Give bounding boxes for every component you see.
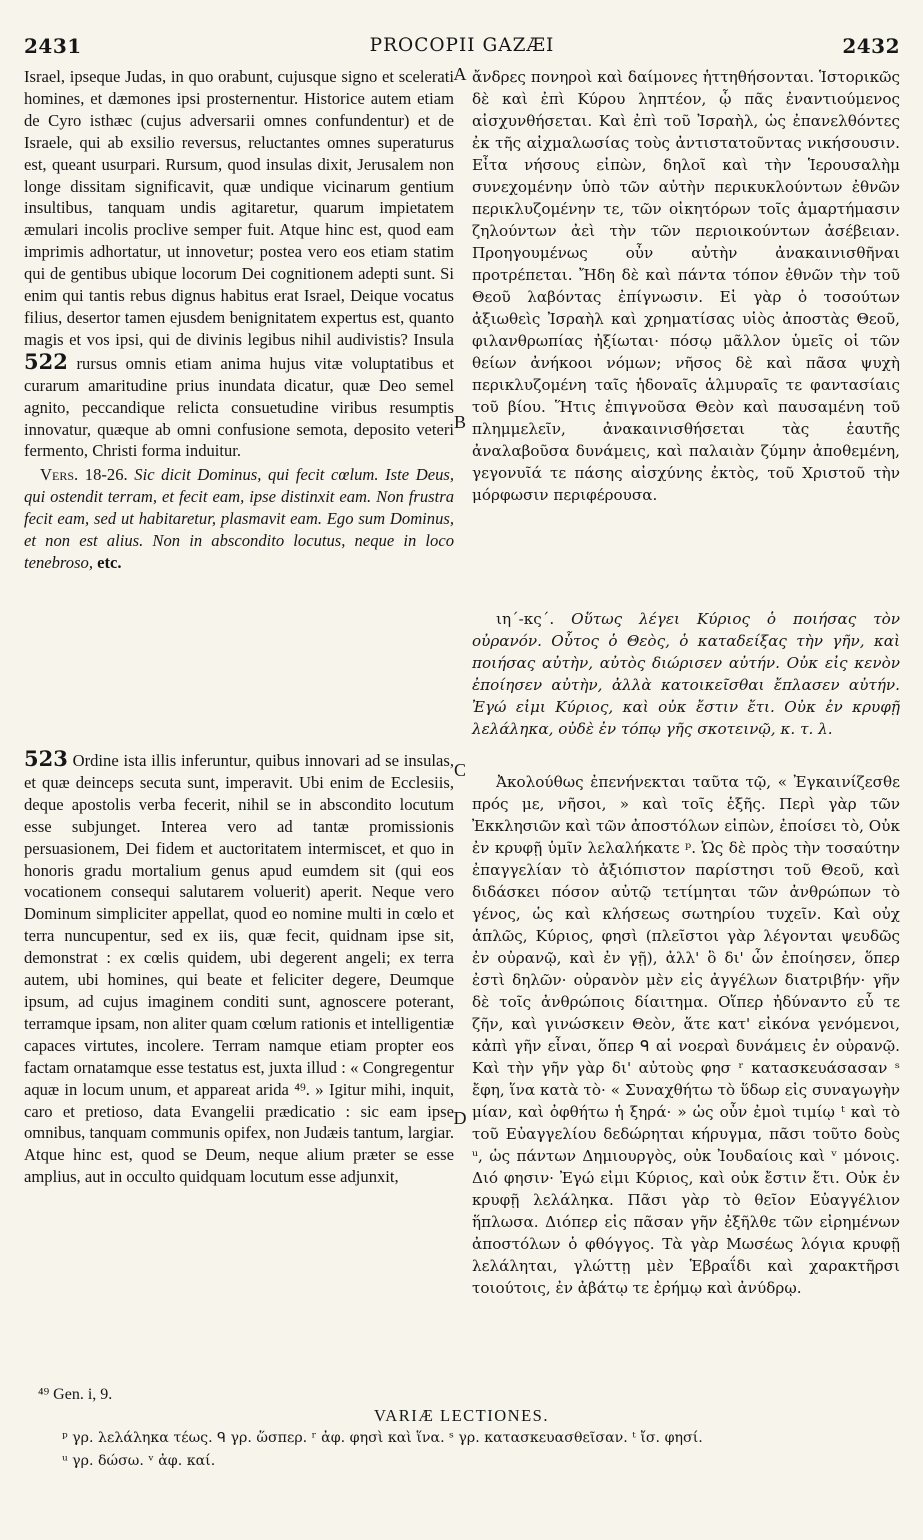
margin-marker-b: B [453, 412, 466, 432]
margin-marker-c: C [453, 760, 466, 780]
variae-lectiones-title: VARIÆ LECTIONES. [374, 1406, 549, 1425]
greek-verse-text: Οὕτως λέγει Κύριος ὁ ποιήσας τὸν οὐρανόν. Οὗτος ὁ Θεὸς, ὁ καταδείξας τὴν γῆν, καὶ ποιήσας αὐτὴν, αὐτὸς διώρισεν αὐτήν. Οὐκ εἰς κενὸν ἐποίησεν αὐτὴν, ἀλλὰ κατοικεῖσθαι ἔπλασεν αὐτήν. Ἐγώ εἰμι Κύριος, καὶ οὐκ ἔστιν ἔτι. Οὐκ ἐν κρυφῇ λελάληκα, οὐδὲ ἐν τόπῳ γῆς σκοτεινῷ, κ. τ. λ. [472, 610, 900, 738]
latin-block-2 [24, 748, 454, 1188]
margin-marker-d: D [453, 1108, 467, 1128]
latin-inline-number: 522 [24, 348, 68, 374]
margin-marker-a: A [453, 64, 467, 84]
page-title: PROCOPII GAZÆI [369, 35, 555, 56]
latin-block-1 [24, 66, 454, 574]
page-header [24, 34, 900, 64]
greek-verse-ref: ιη΄-κς΄. [496, 610, 555, 628]
footnote: ⁴⁹ Gen. i, 9. [38, 1386, 113, 1403]
greek-block-2 [472, 771, 900, 1299]
page-number-left: 2431 [24, 34, 82, 58]
greek-verse-block [472, 608, 900, 740]
greek-block-1 [472, 66, 900, 506]
latin-text-2: Ordine ista illis inferuntur, quibus innovari ad se insulas, et quæ deinceps secuta sunt, imperavit. Ubi enim de Ecclesiis, deque apostolis verba fecerit, nihil se in abscondito locutum esse subjunget. Interea vero ad tantæ promissionis persuasionem, Dei fidem et auctoritatem intermiscet, et quo in honoris gradu mortalium genus apud eumdem sit (qui eos vocationem consequi salutarem voluerit) aperit. Neque vero Dominum simpliciter appellat, quod eo nomine multi in cœlo et terra nuncupentur, sed ex iis, quæ fecit, quidnam ipse sit, demonstrat : ex cœlis quidem, ubi degerent angeli; ex terra autem, ubi homines, qui beate et feliciter degere, Deumque ipsum, ad cujus imaginem conditi sunt, agnoscere poterant, terramque ipsam, non aliter quam cœlum rationis et intelligentiæ capaces virtutes, incolere. Terram namque etiam propter eos factam ornatamque esse testatus est, juxta illud : « Congregentur aquæ in locum unum, et appareat arida ⁴⁹. » Igitur mihi, inquit, caro et pretioso, data Evangelii prædicatio : sic eam ipse omnibus, tanquam communis opifex, non Judæis tantum, largiar. Atque hinc est, quod se Deum, neque alium præter se esse amplius, aut in occulto quidquam locutum esse adjunxit, [24, 751, 454, 1187]
latin-verse-etc: etc. [97, 552, 122, 572]
page-number-right: 2432 [842, 34, 900, 58]
greek-text-1: ἄνδρες πονηροὶ καὶ δαίμονες ἡττηθήσονται. Ἱστορικῶς δὲ καὶ ἐπὶ Κύρου ληπτέον, ᾧ πᾶς ἐναντιούμενος αἰσχυνθήσεται. Καὶ ἐπὶ τοῦ Ἰσραὴλ, ὡς ἐπανελθόντες ἐκ τῆς αἰχμαλωσίας τοὺς ἀντιστατοῦντας νικήσουσιν. Εἶτα νήσους εἰπὼν, δηλοῖ καὶ τὴν Ἱερουσαλὴμ συνεχομένην ὑπὸ τῶν αὐτὴν περικυκλούντων ἐθνῶν περικλυζομένην τε, τῶν οἰκητόρων τοῖς ἁμαρτήμασιν ζηλούντων ἀεὶ τὴν τῶν περιοικούντων ἀσέβειαν. Προηγουμένως οὖν αὐτὴν ἀνακαινισθῆναι προτρέπεται. Ἤδη δὲ καὶ πάντα τόπον ἐθνῶν τὴν τοῦ Θεοῦ λαβόντας ἐπίγνωσιν. Εἰ γὰρ ὁ τοσούτων ἀξιωθεὶς Ἰσραὴλ καὶ χρηματίσας υἱὸς ἀποστὰς Θεοῦ, φιλανθρωπίας ἠξίωται· πόσῳ μᾶλλον ὑμεῖς οἱ τῶν θείων ἀνήκοοι νόμων; νῆσος δὲ καὶ πᾶσα ψυχὴ περικλυζομένη ταῖς ἡδοναῖς ἁλμυραῖς τε φαντασίαις τοῦ βίου. Ἥτις ἐπιγνοῦσα Θεὸν καὶ παυσαμένη τοῦ πλημμελεῖν, ἀνακαινισθήσεται τὰς ἑαυτῆς ἀναλαβοῦσα δυνάμεις, καὶ παλαιὰν ζύμην ἀποθεμένη, γεγονυῖά τε πάσης αἰσχύνης ἐκτὸς, τοῦ Χριστοῦ τὴν μόρφωσιν περιφέρουσα. [472, 68, 900, 504]
variae-line-1: ᵖ γρ. λελάληκα τέως. ᑫ γρ. ὥσπερ. ʳ ἀφ. φησὶ καὶ ἵνα. ˢ γρ. κατασκευασθεῖσαν. ᵗ ἴσ. φησί. [62, 1430, 703, 1446]
latin-verse-text: Sic dicit Dominus, qui fecit cœlum. Iste Deus, qui ostendit terram, et fecit eam, ipse distinxit eam. Non frustra fecit eam, sed ut habitaretur, plasmavit eam. Ego sum Dominus, et non est alius. Non in abscondito locutus, neque in loco tenebroso, [24, 465, 454, 572]
latin-text-1-tail: rursus omnis etiam anima hujus vitæ voluptatibus et curarum amaritudine prius inundata dicatur, quæ Deo semel agnito, peccandique relicta consuetudine viribus resumptis innovatur, quæque ab omni confusione semota, deposito veteri fermento, Christi forma induitur. [24, 353, 454, 461]
latin-text-1: Israel, ipseque Judas, in quo orabunt, cujusque signo et scelerati homines, et dæmones ipsi prosternentur. Historice autem etiam de Cyro isthæc (cujus adversarii omnes confundentur) et de Israele, qui ab exsilio reversus, reluctantes omnes superaturus est, queant usurpari. Rursum, quod insulas dixit, Jerusalem non longe dissitam significavit, quæ undique vicinarum gentium insultibus, tanquam undis agitaretur, quarum impietatem æmulari incolis proclive semper fuit. Atque hinc est, quod eam imprimis adhortatur, ut innovetur; postea vero eos etiam statim qui de gentibus ubique locorum Dei cognitionem adepti sunt. Si enim qui tantis rebus dignus habitus erat Israel, Deique vocatus filius, desertor tamen ejusdem benignitatem expertus est, quanto magis et vos ipsi, qui de divinis legibus nihil audivistis? Insula [24, 67, 454, 349]
greek-text-2: Ἀκολούθως ἐπενήνεκται ταῦτα τῷ, « Ἐγκαινίζεσθε πρός με, νῆσοι, » καὶ τοῖς ἑξῆς. Περὶ γὰρ τῶν Ἐκκλησιῶν καὶ τῶν ἀποστόλων εἰπὼν, ἐποίσει τὸ, Οὐκ ἐν κρυφῇ ὑμῖν λελαλήκατε ᵖ. Ὡς δὲ πρὸς τὴν τοσαύτην ἐπαγγελίαν τὸ ἀξιόπιστον παρίστησι τοῦ Θεοῦ, καὶ διδάσκει πόσον αὐτῷ τετίμηται τῶν ἀνθρώπων τὸ γένος, ὡς καὶ κλήσεως σωτηρίου τυχεῖν. Καὶ οὐχ ἁπλῶς, Κύριος, φησὶ (πλεῖστοι γὰρ λέγονται ψευδῶς ἐν οὐρανῷ, καὶ ἐν γῇ), ἀλλ' ὃ δι' ὧν ἐποίησεν, ὅπερ ἐστὶ δηλῶν· οὐρανὸν μὲν εἰς ἀγγέλων διατριβήν· γῆν δὲ τοῖς ἀνθρώποις δίαιτημα. Οἵπερ ἠδύναντο εὖ τε ζῆν, καὶ γινώσκειν Θεὸν, ἅτε κατ' εἰκόνα γενόμενοι, κἀπὶ γῆν εἶναι, ὅπερ ᑫ αἱ νοεραὶ δυνάμεις ἐν οὐρανῷ. Καὶ τὴν γῆν γὰρ δι' αὐτοὺς φησ ʳ κατασκευάσασαν ˢ ἔφη, ἵνα κατὰ τὸ· « Συναχθήτω τὸ ὕδωρ εἰς συναγωγὴν μίαν, καὶ ὀφθήτω ἡ ξηρά· » ὡς οὖν ἐμοὶ τιμίῳ ᵗ καὶ τὸ τοῦ Εὐαγγελίου δεδώρηται κήρυγμα, πᾶσι τοῦτο δοὺς ᵘ, ὡς πάντων Δημιουργὸς, οὐκ Ἰουδαίοις καὶ ᵛ μόνοις. Διό φησιν· Ἐγώ εἰμι Κύριος, καὶ οὐκ ἔστιν ἔτι. Οὐκ ἐν κρυφῇ λελάληκα. Πᾶσι γὰρ τὸ θεῖον Εὐαγγέλιον ἥπλωσα. Διόπερ εἰς πᾶσαν γῆν ἐξῆλθε τῶν εἰρημένων ἀποστόλων ὁ φθόγγος. Τὰ γὰρ Μωσέως λόγια κρυφῇ λελάληται, γλώττῃ μὲν Ἑβραΐδι καὶ χαρακτῆρσι τοιούτοις, ἐν ἀβάτῳ τε ἐρήμῳ καὶ ἀνύδρῳ. [472, 773, 900, 1297]
variae-line-2: ᵘ γρ. δώσω. ᵛ ἀφ. καί. [62, 1453, 216, 1469]
section-number: 523 [24, 746, 68, 771]
latin-verse-label: Vers. 18-26. [40, 465, 128, 485]
